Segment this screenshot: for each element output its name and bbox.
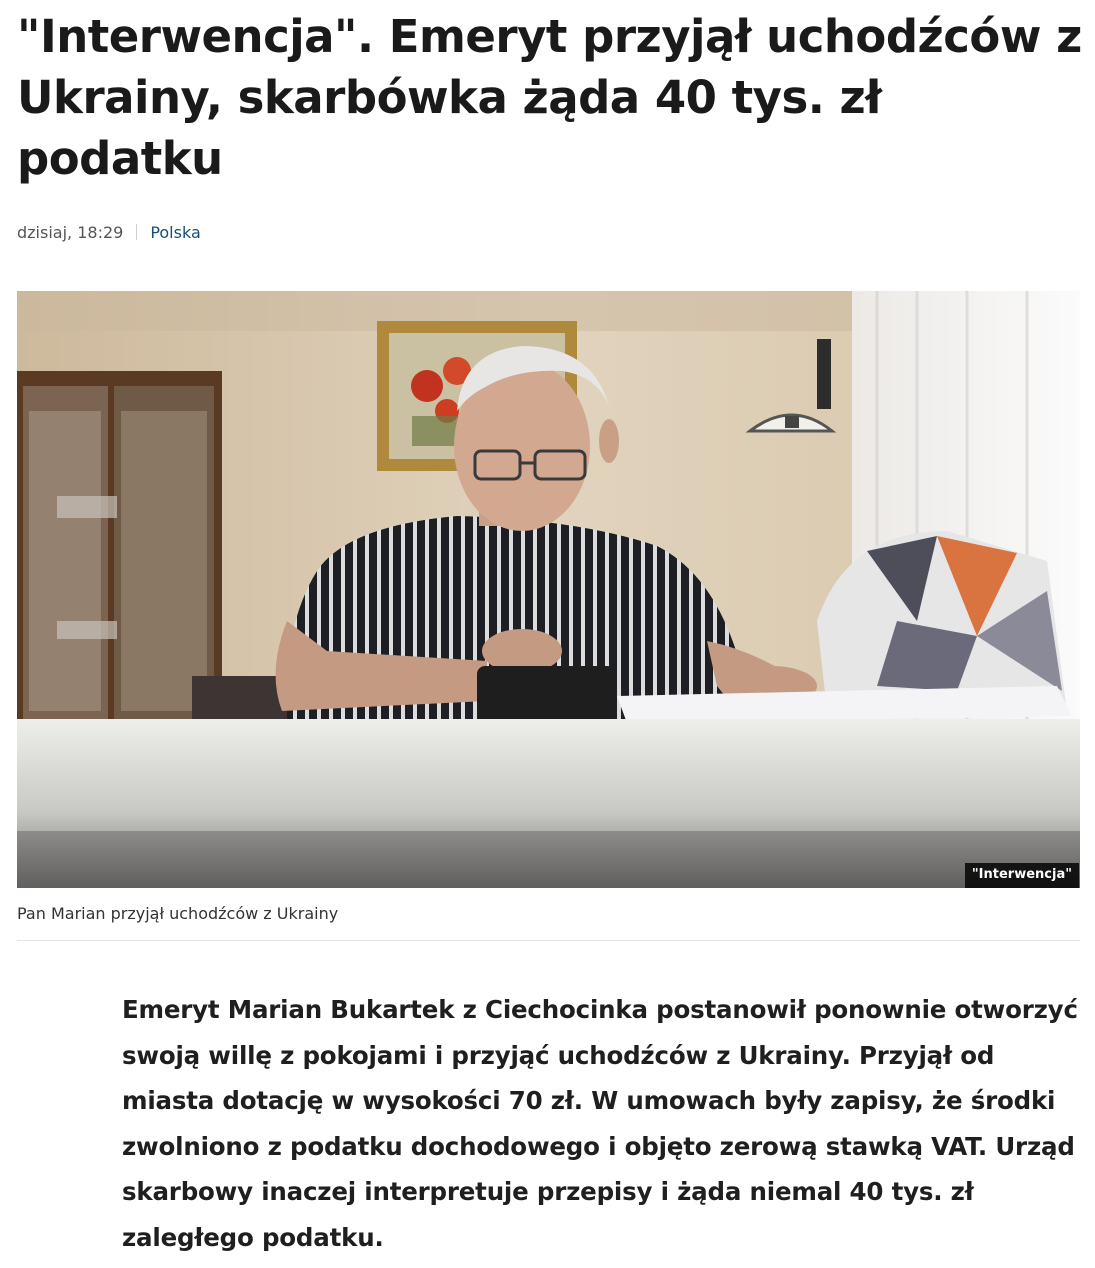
category-link[interactable]: Polska (150, 222, 201, 242)
caption-divider (17, 940, 1080, 941)
article-meta (17, 220, 201, 244)
publish-time: dzisiaj, 18:29 (17, 222, 124, 242)
article-lead: Emeryt Marian Bukartek z Ciechocinka postanowił ponownie otworzyć swoją willę z pokojami i przyjąć uchodźców z Ukrainy. Przyjął od miasta dotację w wysokości 70 zł. W umowach były zapisy, że środki zwolniono z podatku dochodowego i objęto zerową stawką VAT. Urząd skarbowy inaczej interpretuje przepisy i żąda niemal 40 tys. zł zaległego podatku. (122, 995, 1078, 1252)
photo-illustration (17, 291, 1080, 888)
meta-separator (136, 224, 137, 240)
image-credit: "Interwencja" (965, 863, 1079, 888)
article-headline: "Interwencja". Emeryt przyjął uchodźców z Ukrainy, skarbówka żąda 40 tys. zł podatku (17, 10, 1082, 185)
image-caption: Pan Marian przyjął uchodźców z Ukrainy (17, 904, 339, 923)
hero-image[interactable] (17, 291, 1080, 888)
